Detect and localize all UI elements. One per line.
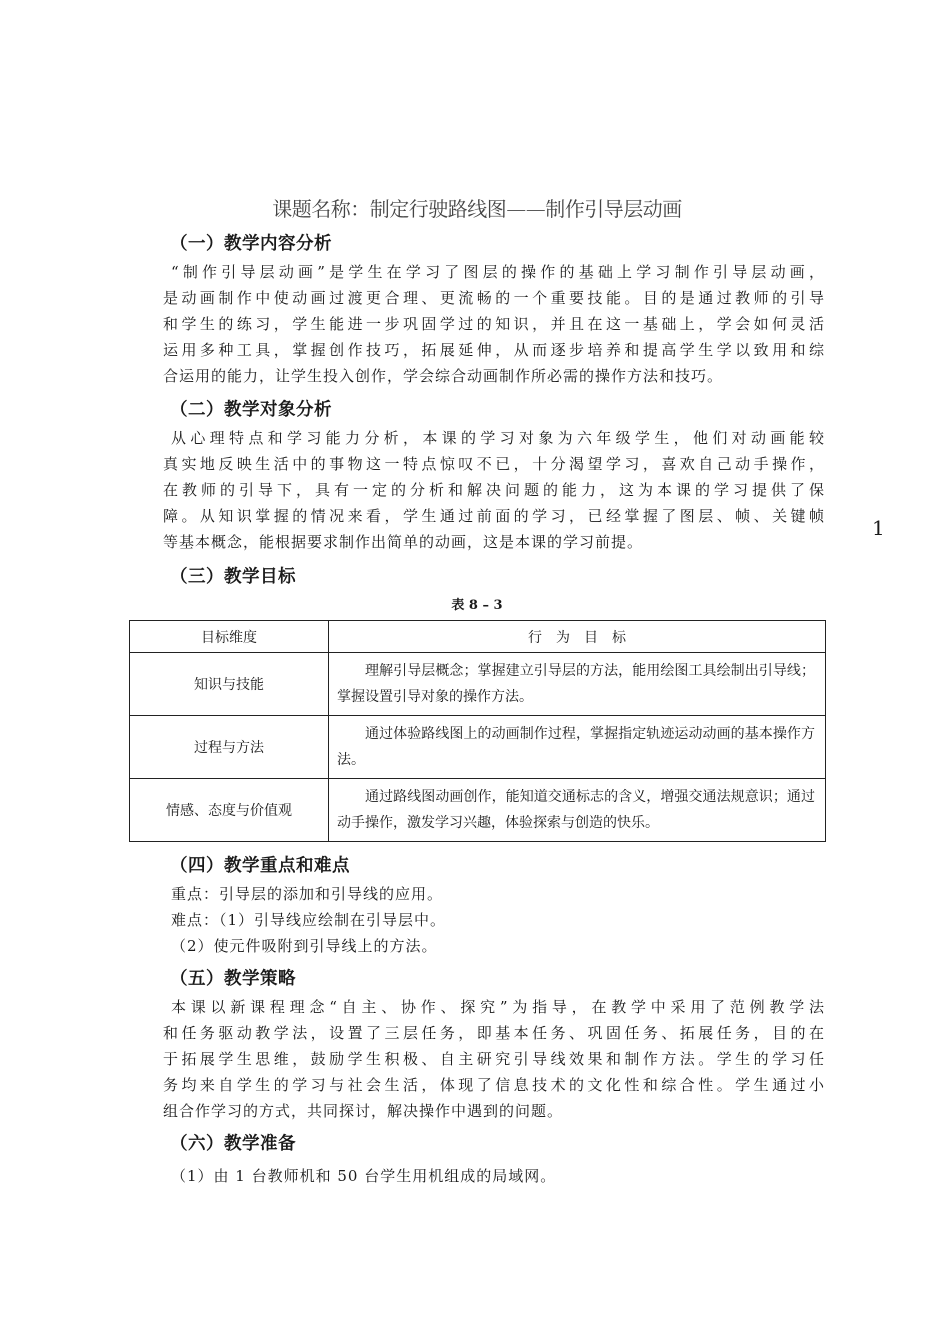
- text-line: 真实地反映生活中的事物这一特点惊叹不已，十分渴望学习，喜欢自己动手操作，: [163, 455, 825, 473]
- text-line: （2）使元件吸附到引导线上的方法。: [171, 937, 438, 955]
- text-line: 重点：引导层的添加和引导线的应用。: [171, 885, 444, 903]
- text-line: 等基本概念，能根据要求制作出简单的动画，这是本课的学习前提。: [163, 533, 644, 551]
- section-heading-learner-analysis: （二）教学对象分析: [170, 400, 332, 420]
- goal-cell: 通过路线图动画创作，能知道交通标志的含义，增强交通法规意识；通过动手操作，激发学习兴趣，体验探索与创造的快乐。: [329, 779, 826, 842]
- section-heading-key-points: （四）教学重点和难点: [170, 856, 350, 876]
- dimension-cell: 情感、态度与价值观: [130, 779, 329, 842]
- text-line: 运用多种工具，掌握创作技巧，拓展延伸，从而逐步培养和提高学生学以致用和综: [163, 341, 825, 359]
- text-line: 障。从知识掌握的情况来看，学生通过前面的学习，已经掌握了图层、帧、关键帧: [163, 507, 825, 525]
- text-line: 本课以新课程理念“自主、协作、探究”为指导，在教学中采用了范例教学法: [171, 998, 825, 1016]
- section-heading-content-analysis: （一）教学内容分析: [170, 234, 332, 254]
- text-line: （1）由 1 台教师机和 50 台学生用机组成的局域网。: [171, 1167, 557, 1185]
- text-line: 合运用的能力，让学生投入创作，学会综合动画制作所必需的操作方法和技巧。: [163, 367, 724, 385]
- table-header-cell: 行 为 目 标: [329, 621, 826, 653]
- text-line: “制作引导层动画”是学生在学习了图层的操作的基础上学习制作引导层动画，: [171, 263, 825, 281]
- section-heading-preparation: （六）教学准备: [170, 1134, 296, 1154]
- text-line: 和任务驱动教学法，设置了三层任务，即基本任务、巩固任务、拓展任务，目的在: [163, 1024, 825, 1042]
- goals-table: [129, 620, 826, 842]
- goal-cell: 通过体验路线图上的动画制作过程，掌握指定轨迹运动动画的基本操作方法。: [329, 716, 826, 779]
- section-heading-strategy: （五）教学策略: [170, 969, 296, 989]
- paragraph-strategy: [163, 994, 825, 1124]
- text-line: 于拓展学生思维，鼓励学生积极、自主研究引导线效果和制作方法。学生的学习任: [163, 1050, 825, 1068]
- text-line: 是动画制作中使动画过渡更合理、更流畅的一个重要技能。目的是通过教师的引导: [163, 289, 825, 307]
- document-title: 课题名称：制定行驶路线图——制作引导层动画: [272, 197, 682, 221]
- paragraph-learner-analysis: [163, 425, 825, 555]
- table-row: [130, 716, 826, 779]
- section-heading-teaching-goals: （三）教学目标: [170, 567, 296, 587]
- goal-cell: 理解引导层概念；掌握建立引导层的方法，能用绘图工具绘制出引导线；掌握设置引导对象的操作方法。: [329, 653, 826, 716]
- paragraph-key-points: [163, 881, 825, 959]
- dimension-cell: 知识与技能: [130, 653, 329, 716]
- paragraph-content-analysis: [163, 259, 825, 389]
- text-line: 组合作学习的方式，共同探讨，解决操作中遇到的问题。: [163, 1102, 564, 1120]
- page-number: 1: [872, 516, 885, 540]
- text-line: 难点：（1）引导线应绘制在引导层中。: [171, 911, 447, 929]
- text-line: 务均来自学生的学习与社会生活，体现了信息技术的文化性和综合性。学生通过小: [163, 1076, 825, 1094]
- paragraph-preparation: [163, 1163, 825, 1189]
- text-line: 在教师的引导下，具有一定的分析和解决问题的能力，这为本课的学习提供了保: [163, 481, 825, 499]
- table-caption: 表 8 – 3: [451, 598, 503, 613]
- table-header-cell: 目标维度: [130, 621, 329, 653]
- dimension-cell: 过程与方法: [130, 716, 329, 779]
- text-line: 从心理特点和学习能力分析，本课的学习对象为六年级学生，他们对动画能较: [171, 429, 825, 447]
- table-row: [130, 653, 826, 716]
- text-line: 和学生的练习，学生能进一步巩固学过的知识，并且在这一基础上，学会如何灵活: [163, 315, 825, 333]
- table-header-row: [130, 621, 826, 653]
- table-row: [130, 779, 826, 842]
